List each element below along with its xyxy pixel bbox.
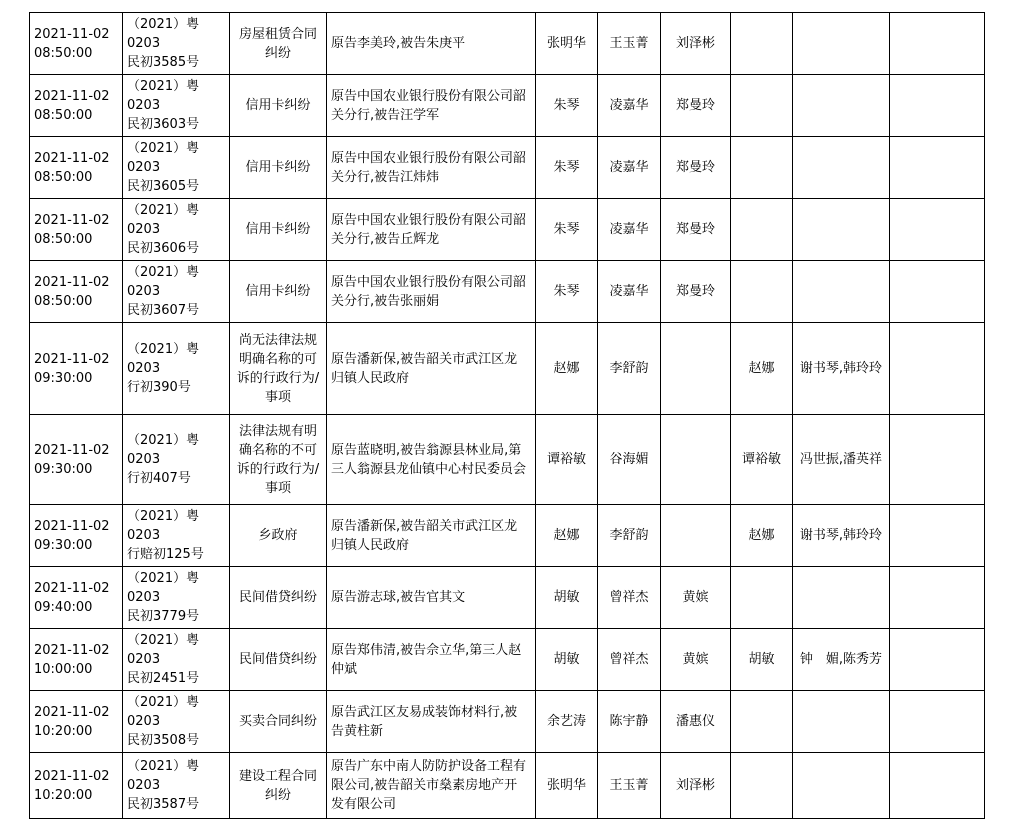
- parties-cell: 原告游志球,被告官其文: [327, 567, 536, 629]
- table-row: [30, 691, 985, 753]
- table-row: [30, 323, 985, 415]
- hearing-schedule-table: [29, 12, 985, 819]
- parties-cell: 原告蓝晓明,被告翁源县林业局,第 三人翁源县龙仙镇中心村民委员会: [327, 415, 536, 505]
- hearing-time-cell: 2021-11-02 08:50:00: [30, 75, 123, 137]
- case-number-cell: （2021）粤0203 民初3607号: [123, 261, 230, 323]
- presiding-judge-cell: [731, 13, 793, 75]
- presiding-judge-cell: [731, 137, 793, 199]
- remarks-cell: [890, 261, 985, 323]
- table-row: [30, 753, 985, 819]
- hearing-time-cell: 2021-11-02 09:30:00: [30, 323, 123, 415]
- case-cause-cell: 尚无法律法规 明确名称的可 诉的行政行为/ 事项: [230, 323, 327, 415]
- presiding-judge-cell: [731, 691, 793, 753]
- parties-cell: 原告潘新保,被告韶关市武江区龙 归镇人民政府: [327, 323, 536, 415]
- jurors-cell: 谢书琴,韩玲玲: [793, 505, 890, 567]
- presiding-judge-cell: 赵娜: [731, 505, 793, 567]
- judge-cell: 赵娜: [536, 323, 598, 415]
- table-row: [30, 629, 985, 691]
- remarks-cell: [890, 13, 985, 75]
- table-row: [30, 261, 985, 323]
- assistant-cell: [661, 415, 731, 505]
- assistant-cell: 郑曼玲: [661, 261, 731, 323]
- case-cause-cell: 建设工程合同 纠纷: [230, 753, 327, 819]
- remarks-cell: [890, 75, 985, 137]
- assistant-cell: [661, 323, 731, 415]
- assistant-cell: 郑曼玲: [661, 199, 731, 261]
- presiding-judge-cell: [731, 261, 793, 323]
- hearing-time-cell: 2021-11-02 09:40:00: [30, 567, 123, 629]
- case-number-cell: （2021）粤0203 民初3508号: [123, 691, 230, 753]
- clerk-cell: 曾祥杰: [598, 629, 661, 691]
- case-cause-cell: 信用卡纠纷: [230, 261, 327, 323]
- remarks-cell: [890, 415, 985, 505]
- hearing-time-cell: 2021-11-02 08:50:00: [30, 13, 123, 75]
- clerk-cell: 凌嘉华: [598, 75, 661, 137]
- hearing-time-cell: 2021-11-02 09:30:00: [30, 415, 123, 505]
- parties-cell: 原告中国农业银行股份有限公司韶 关分行,被告汪学军: [327, 75, 536, 137]
- clerk-cell: 凌嘉华: [598, 261, 661, 323]
- assistant-cell: 刘泽彬: [661, 13, 731, 75]
- case-number-cell: （2021）粤0203 民初3603号: [123, 75, 230, 137]
- table-row: [30, 567, 985, 629]
- case-cause-cell: 房屋租赁合同 纠纷: [230, 13, 327, 75]
- presiding-judge-cell: 谭裕敏: [731, 415, 793, 505]
- assistant-cell: 潘惠仪: [661, 691, 731, 753]
- parties-cell: 原告中国农业银行股份有限公司韶 关分行,被告江炜炜: [327, 137, 536, 199]
- remarks-cell: [890, 753, 985, 819]
- assistant-cell: 刘泽彬: [661, 753, 731, 819]
- case-number-cell: （2021）粤0203 行初407号: [123, 415, 230, 505]
- judge-cell: 朱琴: [536, 199, 598, 261]
- presiding-judge-cell: [731, 75, 793, 137]
- parties-cell: 原告中国农业银行股份有限公司韶 关分行,被告张丽娟: [327, 261, 536, 323]
- case-number-cell: （2021）粤0203 民初3606号: [123, 199, 230, 261]
- remarks-cell: [890, 323, 985, 415]
- case-cause-cell: 法律法规有明 确名称的不可 诉的行政行为/ 事项: [230, 415, 327, 505]
- case-number-cell: （2021）粤0203 民初3779号: [123, 567, 230, 629]
- table-row: [30, 75, 985, 137]
- table-row: [30, 505, 985, 567]
- jurors-cell: 钟 媚,陈秀芳: [793, 629, 890, 691]
- jurors-cell: [793, 137, 890, 199]
- judge-cell: 谭裕敏: [536, 415, 598, 505]
- case-cause-cell: 信用卡纠纷: [230, 199, 327, 261]
- assistant-cell: 郑曼玲: [661, 137, 731, 199]
- judge-cell: 张明华: [536, 753, 598, 819]
- hearing-time-cell: 2021-11-02 08:50:00: [30, 137, 123, 199]
- clerk-cell: 凌嘉华: [598, 199, 661, 261]
- hearing-time-cell: 2021-11-02 10:20:00: [30, 691, 123, 753]
- case-cause-cell: 民间借贷纠纷: [230, 567, 327, 629]
- judge-cell: 朱琴: [536, 261, 598, 323]
- remarks-cell: [890, 199, 985, 261]
- case-number-cell: （2021）粤0203 民初2451号: [123, 629, 230, 691]
- case-cause-cell: 民间借贷纠纷: [230, 629, 327, 691]
- schedule-rows: [30, 13, 985, 819]
- judge-cell: 胡敏: [536, 567, 598, 629]
- jurors-cell: [793, 261, 890, 323]
- clerk-cell: 陈宇静: [598, 691, 661, 753]
- table-row: [30, 415, 985, 505]
- case-cause-cell: 信用卡纠纷: [230, 137, 327, 199]
- parties-cell: 原告武江区友易成装饰材料行,被 告黄柱新: [327, 691, 536, 753]
- jurors-cell: 谢书琴,韩玲玲: [793, 323, 890, 415]
- jurors-cell: 冯世振,潘英祥: [793, 415, 890, 505]
- jurors-cell: [793, 567, 890, 629]
- hearing-time-cell: 2021-11-02 10:20:00: [30, 753, 123, 819]
- table-row: [30, 13, 985, 75]
- case-number-cell: （2021）粤0203 民初3605号: [123, 137, 230, 199]
- remarks-cell: [890, 137, 985, 199]
- parties-cell: 原告潘新保,被告韶关市武江区龙 归镇人民政府: [327, 505, 536, 567]
- parties-cell: 原告中国农业银行股份有限公司韶 关分行,被告丘辉龙: [327, 199, 536, 261]
- case-number-cell: （2021）粤0203 行赔初125号: [123, 505, 230, 567]
- parties-cell: 原告李美玲,被告朱庚平: [327, 13, 536, 75]
- judge-cell: 余艺涛: [536, 691, 598, 753]
- judge-cell: 赵娜: [536, 505, 598, 567]
- case-number-cell: （2021）粤0203 民初3585号: [123, 13, 230, 75]
- assistant-cell: 郑曼玲: [661, 75, 731, 137]
- clerk-cell: 谷海媚: [598, 415, 661, 505]
- case-cause-cell: 乡政府: [230, 505, 327, 567]
- judge-cell: 朱琴: [536, 137, 598, 199]
- jurors-cell: [793, 199, 890, 261]
- presiding-judge-cell: [731, 753, 793, 819]
- presiding-judge-cell: 赵娜: [731, 323, 793, 415]
- clerk-cell: 王玉菁: [598, 13, 661, 75]
- hearing-time-cell: 2021-11-02 08:50:00: [30, 261, 123, 323]
- presiding-judge-cell: [731, 199, 793, 261]
- clerk-cell: 凌嘉华: [598, 137, 661, 199]
- jurors-cell: [793, 753, 890, 819]
- hearing-time-cell: 2021-11-02 09:30:00: [30, 505, 123, 567]
- judge-cell: 张明华: [536, 13, 598, 75]
- case-cause-cell: 信用卡纠纷: [230, 75, 327, 137]
- clerk-cell: 曾祥杰: [598, 567, 661, 629]
- hearing-schedule-sheet: [29, 12, 985, 819]
- clerk-cell: 李舒韵: [598, 323, 661, 415]
- remarks-cell: [890, 567, 985, 629]
- hearing-time-cell: 2021-11-02 08:50:00: [30, 199, 123, 261]
- assistant-cell: 黄嫔: [661, 567, 731, 629]
- clerk-cell: 李舒韵: [598, 505, 661, 567]
- case-number-cell: （2021）粤0203 民初3587号: [123, 753, 230, 819]
- jurors-cell: [793, 75, 890, 137]
- case-number-cell: （2021）粤0203 行初390号: [123, 323, 230, 415]
- clerk-cell: 王玉菁: [598, 753, 661, 819]
- hearing-time-cell: 2021-11-02 10:00:00: [30, 629, 123, 691]
- remarks-cell: [890, 505, 985, 567]
- judge-cell: 朱琴: [536, 75, 598, 137]
- presiding-judge-cell: [731, 567, 793, 629]
- parties-cell: 原告广东中南人防防护设备工程有 限公司,被告韶关市燊素房地产开 发有限公司: [327, 753, 536, 819]
- parties-cell: 原告郑伟清,被告佘立华,第三人赵 仲斌: [327, 629, 536, 691]
- presiding-judge-cell: 胡敏: [731, 629, 793, 691]
- assistant-cell: [661, 505, 731, 567]
- jurors-cell: [793, 691, 890, 753]
- case-cause-cell: 买卖合同纠纷: [230, 691, 327, 753]
- jurors-cell: [793, 13, 890, 75]
- judge-cell: 胡敏: [536, 629, 598, 691]
- assistant-cell: 黄嫔: [661, 629, 731, 691]
- table-row: [30, 199, 985, 261]
- table-row: [30, 137, 985, 199]
- remarks-cell: [890, 691, 985, 753]
- remarks-cell: [890, 629, 985, 691]
